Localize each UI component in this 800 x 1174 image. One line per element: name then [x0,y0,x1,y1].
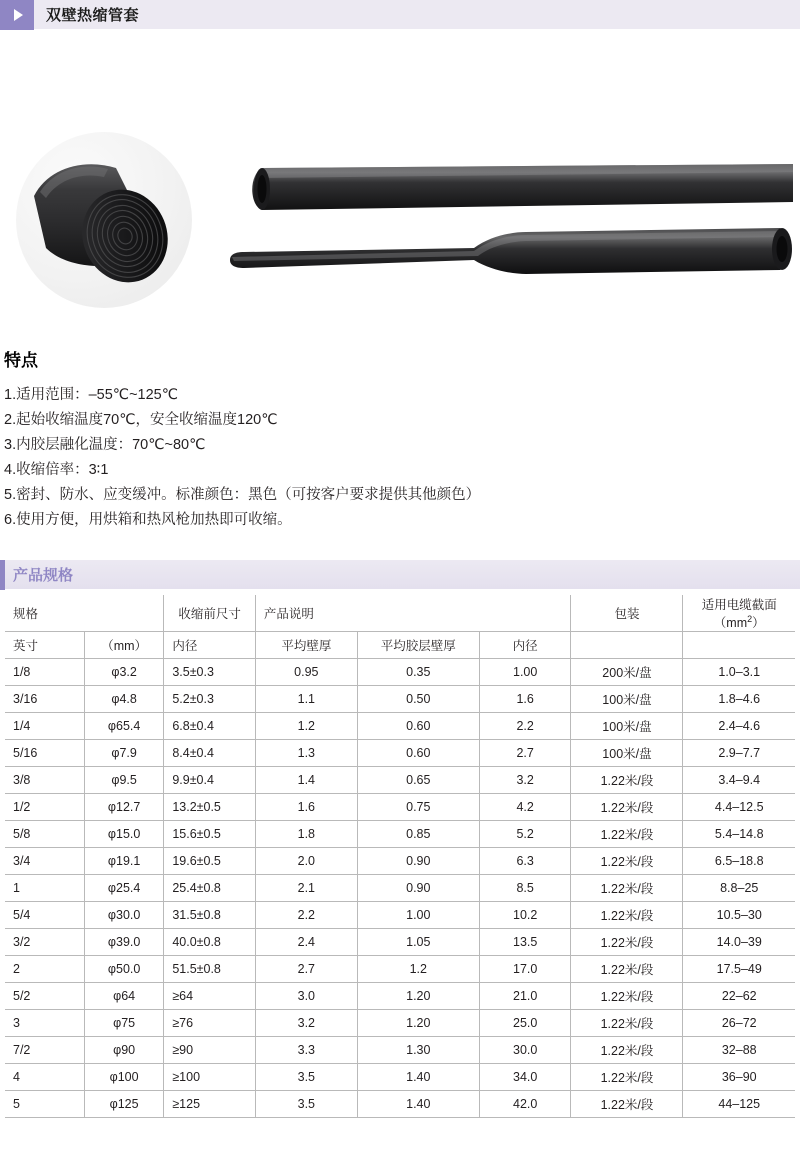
header-product-desc: 产品说明 [255,595,571,632]
cell-cable: 2.9–7.7 [683,740,795,767]
table-header-row-2 [5,632,795,659]
cell-pack: 1.22米/段 [571,929,683,956]
cell-mm: φ100 [84,1064,163,1091]
cell-glue: 0.60 [357,713,479,740]
cell-id-before: ≥64 [164,983,256,1010]
cell-pack: 100米/盘 [571,713,683,740]
cell-inch: 3/8 [5,767,84,794]
cell-mm: φ50.0 [84,956,163,983]
cell-cable: 26–72 [683,1010,795,1037]
cell-glue: 1.20 [357,1010,479,1037]
cell-id-before: ≥100 [164,1064,256,1091]
cell-inch: 1/8 [5,659,84,686]
page-title: 双壁热缩管套 [46,7,140,24]
cell-cable: 10.5–30 [683,902,795,929]
table-row [5,713,795,740]
cell-id-before: 5.2±0.3 [164,686,256,713]
cell-glue: 0.65 [357,767,479,794]
cell-wall: 2.2 [255,902,357,929]
cell-inch: 2 [5,956,84,983]
cell-glue: 1.2 [357,956,479,983]
cell-wall: 1.3 [255,740,357,767]
cell-id-before: 40.0±0.8 [164,929,256,956]
accent-bar [0,560,5,590]
cell-wall: 3.5 [255,1064,357,1091]
cell-wall: 3.5 [255,1091,357,1118]
cell-glue: 0.35 [357,659,479,686]
cell-id-after: 42.0 [479,1091,571,1118]
table-row [5,848,795,875]
cell-glue: 1.05 [357,929,479,956]
cell-pack: 1.22米/段 [571,1037,683,1064]
page-header [0,0,800,30]
cell-id-before: ≥90 [164,1037,256,1064]
header-cable-spacer [683,632,795,659]
cell-inch: 3/4 [5,848,84,875]
header-mm: （mm） [84,632,163,659]
table-row [5,686,795,713]
cell-mm: φ75 [84,1010,163,1037]
features-section [0,340,800,533]
cell-id-before: 8.4±0.4 [164,740,256,767]
cell-mm: φ125 [84,1091,163,1118]
cell-id-before: 15.6±0.5 [164,821,256,848]
cell-wall: 1.8 [255,821,357,848]
table-row [5,902,795,929]
header-cable-section-unit-end: ） [752,616,765,630]
features-title: 特点 [4,351,38,370]
product-image-area [0,30,800,340]
cell-id-before: 19.6±0.5 [164,848,256,875]
cell-glue: 1.40 [357,1091,479,1118]
cell-id-after: 10.2 [479,902,571,929]
cell-glue: 1.30 [357,1037,479,1064]
table-row [5,1091,795,1118]
cell-inch: 3/2 [5,929,84,956]
cell-id-before: 3.5±0.3 [164,659,256,686]
cell-inch: 5/16 [5,740,84,767]
shrunk-heat-shrink-tube [222,226,794,296]
cell-id-after: 1.6 [479,686,571,713]
table-row [5,1064,795,1091]
cell-cable: 17.5–49 [683,956,795,983]
cell-mm: φ25.4 [84,875,163,902]
cell-glue: 0.50 [357,686,479,713]
cell-pack: 1.22米/段 [571,956,683,983]
cell-mm: φ7.9 [84,740,163,767]
cell-glue: 1.40 [357,1064,479,1091]
table-row [5,767,795,794]
cell-glue: 0.60 [357,740,479,767]
cell-inch: 3/16 [5,686,84,713]
cell-cable: 36–90 [683,1064,795,1091]
cell-id-before: 13.2±0.5 [164,794,256,821]
cell-cable: 2.4–4.6 [683,713,795,740]
cell-cable: 32–88 [683,1037,795,1064]
cell-pack: 1.22米/段 [571,1091,683,1118]
cell-mm: φ15.0 [84,821,163,848]
cell-mm: φ4.8 [84,686,163,713]
table-row [5,956,795,983]
cell-wall: 1.1 [255,686,357,713]
cell-id-after: 2.2 [479,713,571,740]
cell-wall: 3.0 [255,983,357,1010]
features-list [0,375,800,533]
cell-mm: φ3.2 [84,659,163,686]
cell-mm: φ65.4 [84,713,163,740]
cell-cable: 22–62 [683,983,795,1010]
cell-cable: 3.4–9.4 [683,767,795,794]
cell-id-after: 34.0 [479,1064,571,1091]
cell-pack: 1.22米/段 [571,875,683,902]
cell-wall: 3.3 [255,1037,357,1064]
cell-inch: 1/2 [5,794,84,821]
cell-wall: 1.6 [255,794,357,821]
cell-cable: 6.5–18.8 [683,848,795,875]
cell-cable: 8.8–25 [683,875,795,902]
header-cable-section-sup: 2 [747,613,753,624]
cell-id-after: 5.2 [479,821,571,848]
cell-inch: 7/2 [5,1037,84,1064]
feature-item: 1.适用范围：–55℃~125℃ [4,387,179,403]
cell-wall: 0.95 [255,659,357,686]
header-size: 规格 [5,595,164,632]
cell-cable: 1.8–4.6 [683,686,795,713]
cell-cable: 1.0–3.1 [683,659,795,686]
header-avg-wall: 平均壁厚 [255,632,357,659]
cell-mm: φ30.0 [84,902,163,929]
cell-inch: 5 [5,1091,84,1118]
cell-pack: 1.22米/段 [571,1064,683,1091]
cell-wall: 1.2 [255,713,357,740]
cell-id-before: 6.8±0.4 [164,713,256,740]
table-row [5,983,795,1010]
cell-inch: 1 [5,875,84,902]
cell-pack: 1.22米/段 [571,983,683,1010]
cell-inch: 5/4 [5,902,84,929]
cell-pack: 200米/盘 [571,659,683,686]
cell-wall: 3.2 [255,1010,357,1037]
cell-cable: 14.0–39 [683,929,795,956]
header-cable-section-unit: （mm [713,616,748,630]
cell-id-after: 1.00 [479,659,571,686]
feature-item: 5.密封、防水、应变缓冲。标准颜色：黑色（可按客户要求提供其他颜色） [4,487,481,503]
cell-id-before: ≥76 [164,1010,256,1037]
cell-id-after: 21.0 [479,983,571,1010]
cell-id-after: 13.5 [479,929,571,956]
table-row [5,875,795,902]
table-header [5,595,795,659]
cell-glue: 0.90 [357,875,479,902]
feature-item: 2.起始收缩温度70℃，安全收缩温度120℃ [4,412,278,428]
cell-id-after: 17.0 [479,956,571,983]
header-inner-dia-after: 内径 [479,632,571,659]
cell-wall: 2.4 [255,929,357,956]
cell-inch: 1/4 [5,713,84,740]
table-row [5,740,795,767]
cell-mm: φ90 [84,1037,163,1064]
cell-id-before: 31.5±0.8 [164,902,256,929]
feature-item: 3.内胶层融化温度：70℃~80℃ [4,437,206,453]
cell-pack: 1.22米/段 [571,902,683,929]
spec-section-header [0,559,800,589]
header-inch: 英寸 [5,632,84,659]
cell-mm: φ9.5 [84,767,163,794]
header-inner-dia-before: 内径 [164,632,256,659]
cell-inch: 5/8 [5,821,84,848]
header-avg-glue-wall: 平均胶层壁厚 [357,632,479,659]
black-heat-shrink-tube [248,162,793,220]
tube-end-closeup-photo [16,132,192,308]
cell-glue: 0.75 [357,794,479,821]
cell-id-after: 3.2 [479,767,571,794]
table-body [5,659,795,1118]
cell-cable: 44–125 [683,1091,795,1118]
cell-pack: 1.22米/段 [571,794,683,821]
cell-glue: 1.20 [357,983,479,1010]
header-packing: 包装 [571,595,683,632]
cell-pack: 1.22米/段 [571,848,683,875]
cell-id-after: 4.2 [479,794,571,821]
cell-mm: φ19.1 [84,848,163,875]
table-row [5,821,795,848]
table-row [5,929,795,956]
cell-glue: 0.85 [357,821,479,848]
cell-pack: 100米/盘 [571,740,683,767]
cell-id-before: 9.9±0.4 [164,767,256,794]
header-cable-section [683,595,795,632]
cell-wall: 2.0 [255,848,357,875]
cell-wall: 2.7 [255,956,357,983]
cell-cable: 5.4–14.8 [683,821,795,848]
cell-inch: 3 [5,1010,84,1037]
cell-id-after: 8.5 [479,875,571,902]
cell-id-before: 51.5±0.8 [164,956,256,983]
cell-inch: 4 [5,1064,84,1091]
table-row [5,794,795,821]
spec-section-title: 产品规格 [13,567,74,584]
specifications-table [5,595,795,1118]
cell-id-after: 25.0 [479,1010,571,1037]
cell-mm: φ39.0 [84,929,163,956]
play-triangle-icon [0,0,34,30]
cell-id-after: 6.3 [479,848,571,875]
cell-mm: φ64 [84,983,163,1010]
cell-id-before: 25.4±0.8 [164,875,256,902]
header-packing-spacer [571,632,683,659]
feature-item: 4.收缩倍率：3∶1 [4,462,109,478]
table-row [5,1010,795,1037]
cell-id-after: 2.7 [479,740,571,767]
cell-id-before: ≥125 [164,1091,256,1118]
cell-pack: 1.22米/段 [571,821,683,848]
tube-end-illustration [24,152,192,292]
cell-pack: 1.22米/段 [571,1010,683,1037]
cell-id-after: 30.0 [479,1037,571,1064]
cell-pack: 100米/盘 [571,686,683,713]
feature-item: 6.使用方便，用烘箱和热风枪加热即可收缩。 [4,512,292,528]
table-row [5,1037,795,1064]
header-cable-section-label: 适用电缆截面 [701,598,777,612]
header-before-shrink: 收缩前尺寸 [164,595,256,632]
table-header-row-1 [5,595,795,632]
cell-glue: 0.90 [357,848,479,875]
cell-wall: 2.1 [255,875,357,902]
table-row [5,659,795,686]
cell-pack: 1.22米/段 [571,767,683,794]
cell-cable: 4.4–12.5 [683,794,795,821]
cell-inch: 5/2 [5,983,84,1010]
cell-mm: φ12.7 [84,794,163,821]
cell-glue: 1.00 [357,902,479,929]
cell-wall: 1.4 [255,767,357,794]
